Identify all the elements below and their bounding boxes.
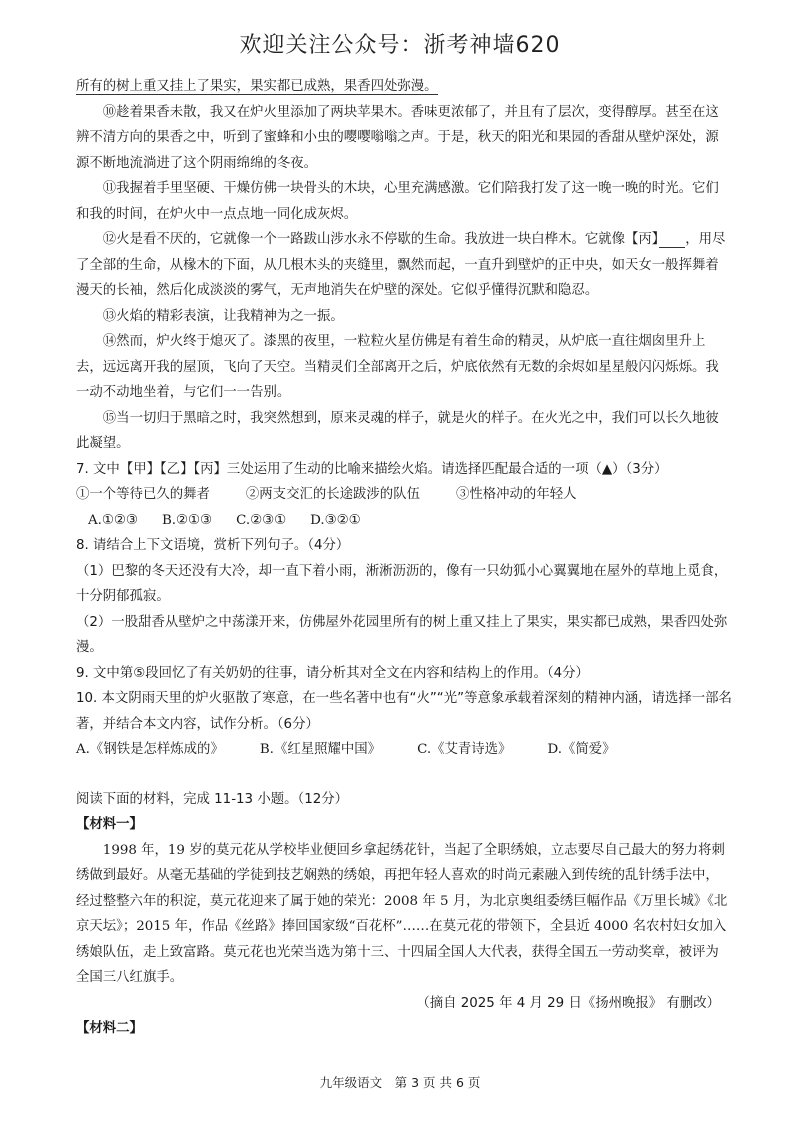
material-1-text: 1998 年，19 岁的莫元花从学校毕业便回乡拿起绣花针，当起了全职绣娘，立志要尽自己最大的努力将刺绣做到最好。从毫无基础的学徒到技艺娴熟的绣娘，再把年轻人喜欢的时尚元素融入到传统的乱针绣手法中，经过整整六年的积淀，莫元花迎来了属于她的荣光：2008 年 5 月，为北京奥组委绣巨幅作品《万里长城》《北京天坛》；2015 年，作品《丝路》捧回国家级“百花杯”……在莫元花的带领下，全县近 4000 名农村妇女加入绣娘队伍，走上致富路。莫元花也光荣当选为第十三、十四届全国人大代表，获得全国五一劳动奖章，被评为全国三八红旗手。 [76,842,728,985]
q7-choice-b: B.②①③ [161,512,213,528]
question-7: 7. 文中【甲】【乙】【丙】三处运用了生动的比喻来描绘火焰。请选择匹配最合适的一项（▲）（3分） [76,461,668,477]
passage-paragraph-12 [76,227,732,304]
passage-paragraph-13: ⑬火焰的精彩表演，让我精神为之一振。 [102,308,344,324]
question-10: 10. 本文阴雨天里的炉火驱散了寒意，在一些名著中也有“火”“光”等意象承载着深刻的精神内涵，请选择一部名著，并结合本文内容，试作分析。（6分） [76,691,732,732]
paragraph-12-end: ，用尽了全部的生命，从椽木的下面，从几根木头的夹缝里，飘然而起，一直升到壁炉的正中央，如天女一般挥舞着漫天的长袖，然后化成淡淡的雾气，无声地消失在炉壁的深处。它似乎懂得沉默和隐忍。 [76,232,726,298]
q10-choice-a: A.《钢铁是怎样炼成的》 [76,742,224,757]
page-header-title: 欢迎关注公众号：浙考神墙620 [239,33,561,58]
material-1-source: （摘自 2025 年 4 月 29 日《扬州晚报》 有删改） [416,995,720,1011]
q7-choice-a: A.①②③ [88,512,138,528]
material-2-title: 【材料二】 [76,1020,143,1036]
page-footer: 九年级语文 第 3 页 共 6 页 [319,1075,481,1090]
paragraph-12-start: ⑫火是看不厌的，它就像一个一路跋山涉水永不停歇的生命。我放进一块白桦木。它就像【丙】 [102,232,659,247]
question-9: 9. 文中第⑤段回忆了有关奶奶的往事，请分析其对全文在内容和结构上的作用。（4分） [76,665,589,681]
underlined-sentence: 所有的树上重又挂上了果实，果实都已成熟，果香四处弥漫。 [76,79,438,94]
question-7-choices [76,508,732,534]
passage-paragraph-14: ⑭然而，炉火终于熄灭了。漆黑的夜里，一粒粒火星仿佛是有着生命的精灵，从炉底一直往烟囱里升上去，远远离开我的屋顶，飞向了天空。当精灵们全部离开之后，炉底依然有无数的余烬如星星般闪闪烁烁。我一动不动地坐着，与它们一一告别。 [76,334,719,400]
q10-choice-b: B.《红星照耀中国》 [259,742,382,757]
question-8-sentence-2: （2）一股甜香从壁炉之中荡漾开来，仿佛屋外花园里所有的树上重又挂上了果实，果实都已成熟，果香四处弥漫。 [76,614,728,655]
blank-line [659,232,686,248]
question-8-sentence-1: （1）巴黎的冬天还没有大冷，却一直下着小雨，淅淅沥沥的，像有一只幼狐小心翼翼地在屋外的草地上觅食，十分阴郁孤寂。 [76,563,728,604]
section-gap [76,763,732,787]
q7-item-2: ②两支交汇的长途跋涉的队伍 [245,487,420,502]
passage-paragraph-15: ⑮当一切归于黑暗之时，我突然想到，原来灵魂的样子，就是火的样子。在火光之中，我们可以长久地彼此凝望。 [76,410,719,451]
material-1-title: 【材料一】 [76,816,143,832]
q7-item-1: ①一个等待已久的舞者 [76,487,210,502]
q7-choice-d: D.③②① [310,512,361,528]
reading-intro: 阅读下面的材料，完成 11-13 小题。（12分） [76,791,349,807]
page-body [76,74,732,1042]
q10-choice-c: C.《艾青诗选》 [417,742,512,757]
passage-lead [76,74,732,100]
passage-paragraph-10: ⑩趁着果香未散，我又在炉火里添加了两块苹果木。香味更浓郁了，并且有了层次，变得醇厚。甚至在这辨不清方向的果香之中，听到了蜜蜂和小虫的嘤嘤嗡嗡之声。于是，秋天的阳光和果园的香甜从壁炉深处，源源不断地流淌进了这个阴雨绵绵的冬夜。 [76,104,719,171]
question-8: 8. 请结合上下文语境，赏析下列句子。（4分） [76,538,350,553]
q7-choice-c: C.②③① [236,512,287,528]
question-10-choices [76,737,732,763]
passage-paragraph-11: ⑪我握着手里坚硬、干燥仿佛一块骨头的木块，心里充满感激。它们陪我打发了这一晚一晚的时光。它们和我的时间，在炉火中一点点地一同化成灰烬。 [76,181,719,222]
q10-choice-d: D.《简爱》 [547,742,616,757]
question-7-items [76,482,732,508]
q7-item-3: ③性格冲动的年轻人 [455,487,577,502]
